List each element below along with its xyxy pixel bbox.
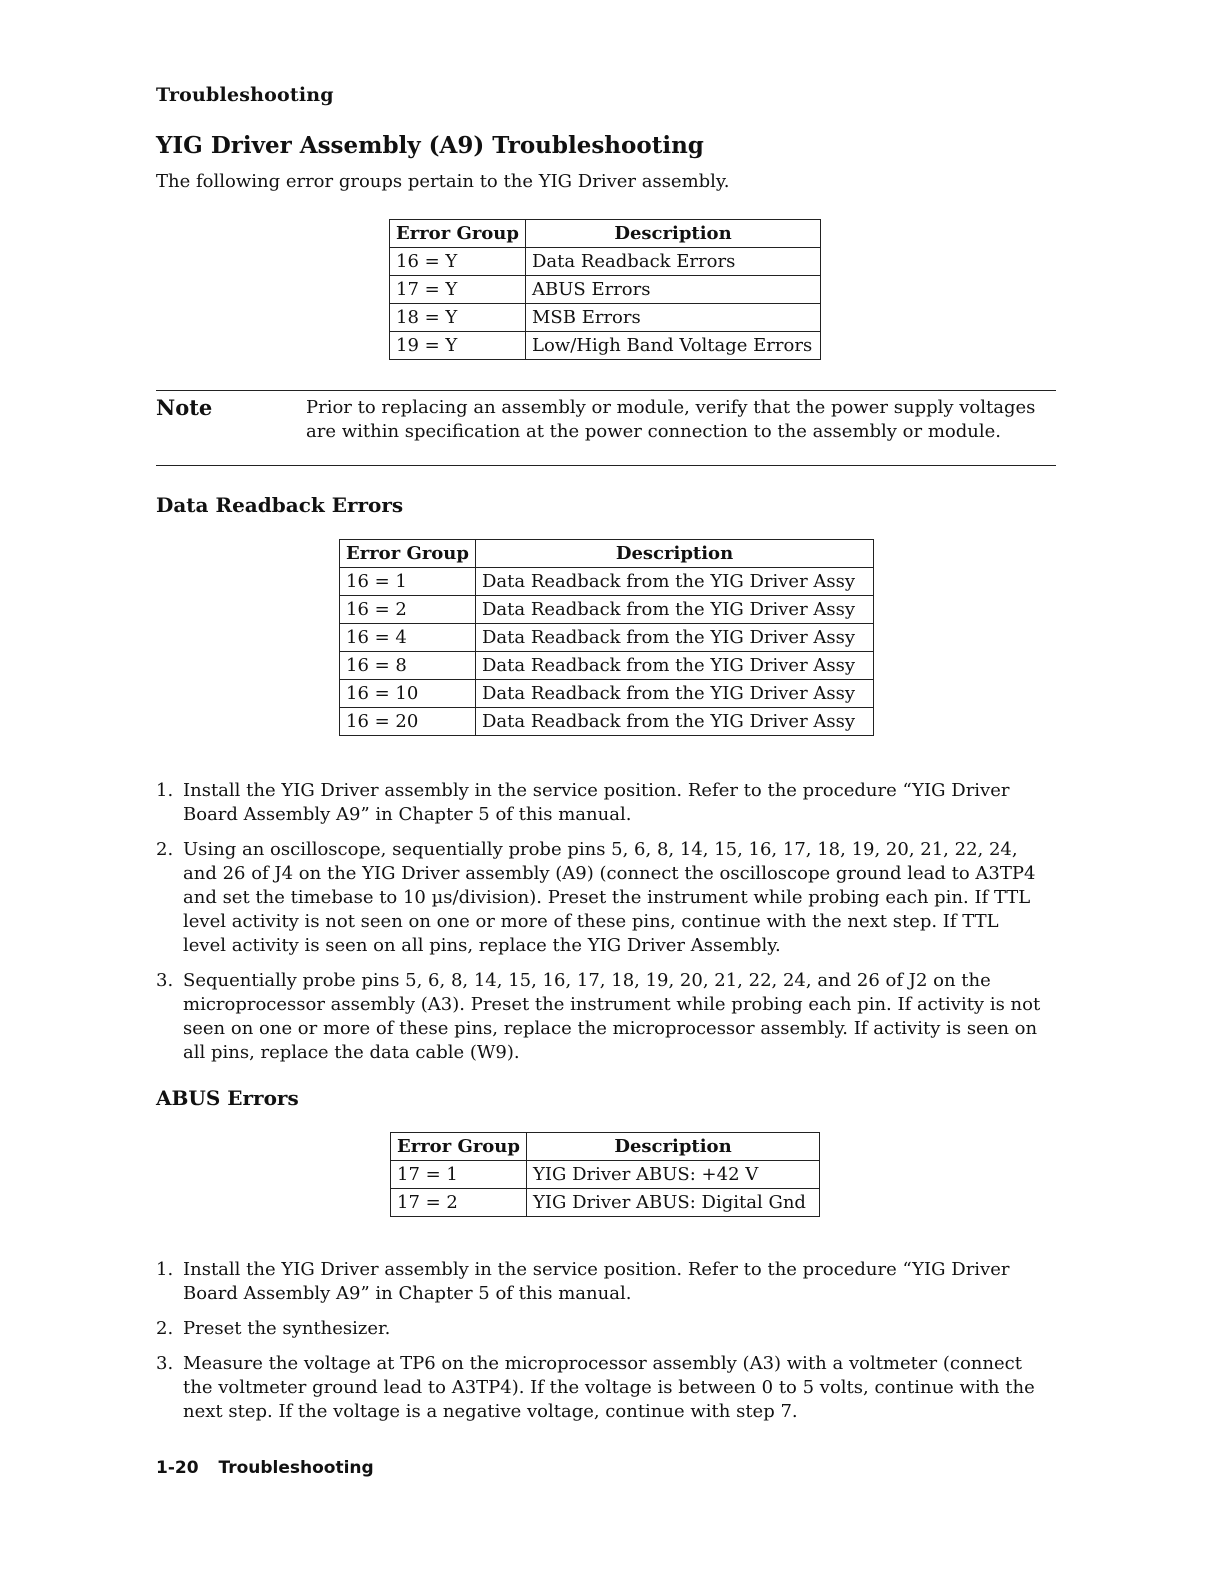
description-cell: Low/High Band Voltage Errors — [526, 332, 821, 360]
step-number: 2. — [156, 839, 174, 860]
description-cell: MSB Errors — [526, 304, 821, 332]
description-cell: ABUS Errors — [526, 276, 821, 304]
abus-steps — [156, 1258, 1046, 1435]
table-row — [340, 596, 874, 624]
data-readback-heading: Data Readback Errors — [156, 493, 404, 517]
list-item — [156, 1258, 1046, 1306]
description-cell: Data Readback Errors — [526, 248, 821, 276]
note-label: Note — [156, 395, 213, 420]
error-group-cell: 16 = 4 — [340, 624, 476, 652]
table-row — [391, 1189, 820, 1217]
error-group-cell: 17 = 1 — [391, 1161, 527, 1189]
section-title: YIG Driver Assembly (A9) Troubleshooting — [156, 132, 704, 159]
step-number: 2. — [156, 1318, 174, 1339]
column-header-description: Description — [527, 1133, 820, 1161]
column-header-error-group: Error Group — [340, 540, 476, 568]
column-header-description: Description — [476, 540, 874, 568]
description-cell: YIG Driver ABUS: +42 V — [527, 1161, 820, 1189]
table-header-row — [340, 540, 874, 568]
running-head: Troubleshooting — [156, 84, 334, 106]
abus-errors-heading: ABUS Errors — [156, 1086, 299, 1110]
list-item — [156, 838, 1046, 958]
list-item — [156, 1352, 1046, 1424]
description-cell: YIG Driver ABUS: Digital Gnd — [527, 1189, 820, 1217]
footer-label: Troubleshooting — [218, 1458, 374, 1478]
step-text: Measure the voltage at TP6 on the microprocessor assembly (A3) with a voltmeter (connect the voltmeter ground lead to A3TP4). If the voltage is between 0 to 5 volts, continue with the next step. If the voltage is a negative voltage, continue with step 7. — [183, 1353, 1035, 1422]
description-cell: Data Readback from the YIG Driver Assy — [476, 708, 874, 736]
error-group-cell: 16 = 1 — [340, 568, 476, 596]
table-row — [390, 276, 821, 304]
step-text: Install the YIG Driver assembly in the service position. Refer to the procedure “YIG Driver Board Assembly A9” in Chapter 5 of this manual. — [183, 1259, 1010, 1304]
column-header-description: Description — [526, 220, 821, 248]
error-group-cell: 19 = Y — [390, 332, 526, 360]
data-readback-table — [339, 539, 874, 736]
description-cell: Data Readback from the YIG Driver Assy — [476, 624, 874, 652]
table-row — [340, 708, 874, 736]
abus-errors-table — [390, 1132, 820, 1217]
list-item — [156, 779, 1046, 827]
step-number: 1. — [156, 1259, 174, 1280]
error-group-cell: 17 = Y — [390, 276, 526, 304]
list-item — [156, 969, 1046, 1065]
step-number: 3. — [156, 1353, 174, 1374]
description-cell: Data Readback from the YIG Driver Assy — [476, 568, 874, 596]
table-header-row — [391, 1133, 820, 1161]
error-group-cell: 16 = 8 — [340, 652, 476, 680]
column-header-error-group: Error Group — [390, 220, 526, 248]
table-row — [340, 680, 874, 708]
table-row — [390, 248, 821, 276]
data-readback-steps — [156, 779, 1046, 1076]
step-text: Install the YIG Driver assembly in the service position. Refer to the procedure “YIG Driver Board Assembly A9” in Chapter 5 of this manual. — [183, 780, 1010, 825]
table-row — [390, 332, 821, 360]
column-header-error-group: Error Group — [391, 1133, 527, 1161]
step-number: 1. — [156, 780, 174, 801]
table-row — [390, 304, 821, 332]
list-item — [156, 1317, 1046, 1341]
note-bottom-rule — [156, 465, 1056, 466]
error-group-cell: 17 = 2 — [391, 1189, 527, 1217]
intro-paragraph: The following error groups pertain to the YIG Driver assembly. — [156, 171, 730, 192]
step-number: 3. — [156, 970, 174, 991]
step-text: Preset the synthesizer. — [183, 1318, 391, 1339]
description-cell: Data Readback from the YIG Driver Assy — [476, 596, 874, 624]
error-group-cell: 16 = Y — [390, 248, 526, 276]
note-top-rule — [156, 390, 1056, 391]
table-row — [340, 568, 874, 596]
table-row — [340, 624, 874, 652]
table-row — [391, 1161, 820, 1189]
page-number: 1-20 — [156, 1458, 199, 1478]
page-footer — [156, 1458, 374, 1478]
summary-error-table — [389, 219, 821, 360]
error-group-cell: 16 = 10 — [340, 680, 476, 708]
step-text: Using an oscilloscope, sequentially probe pins 5, 6, 8, 14, 15, 16, 17, 18, 19, 20, 21, 22, 24, and 26 of J4 on the YIG Driver assembly (A9) (connect the oscilloscope ground lead to A3TP4 and set the timebase to 10 µs/division). Preset the instrument while probing each pin. If TTL level activity is not seen on one or more of these pins, continue with the next step. If TTL level activity is seen on all pins, replace the YIG Driver Assembly. — [183, 839, 1036, 956]
description-cell: Data Readback from the YIG Driver Assy — [476, 652, 874, 680]
step-text: Sequentially probe pins 5, 6, 8, 14, 15, 16, 17, 18, 19, 20, 21, 22, 24, and 26 of J2 on the microprocessor assembly (A3). Preset the instrument while probing each pin. If activity is not seen on one or more of these pins, replace the microprocessor assembly. If activity is seen on all pins, replace the data cable (W9). — [183, 970, 1041, 1063]
table-row — [340, 652, 874, 680]
error-group-cell: 16 = 20 — [340, 708, 476, 736]
error-group-cell: 18 = Y — [390, 304, 526, 332]
error-group-cell: 16 = 2 — [340, 596, 476, 624]
description-cell: Data Readback from the YIG Driver Assy — [476, 680, 874, 708]
note-text: Prior to replacing an assembly or module, verify that the power supply voltages are within specification at the power connection to the assembly or module. — [306, 397, 1036, 442]
table-header-row — [390, 220, 821, 248]
